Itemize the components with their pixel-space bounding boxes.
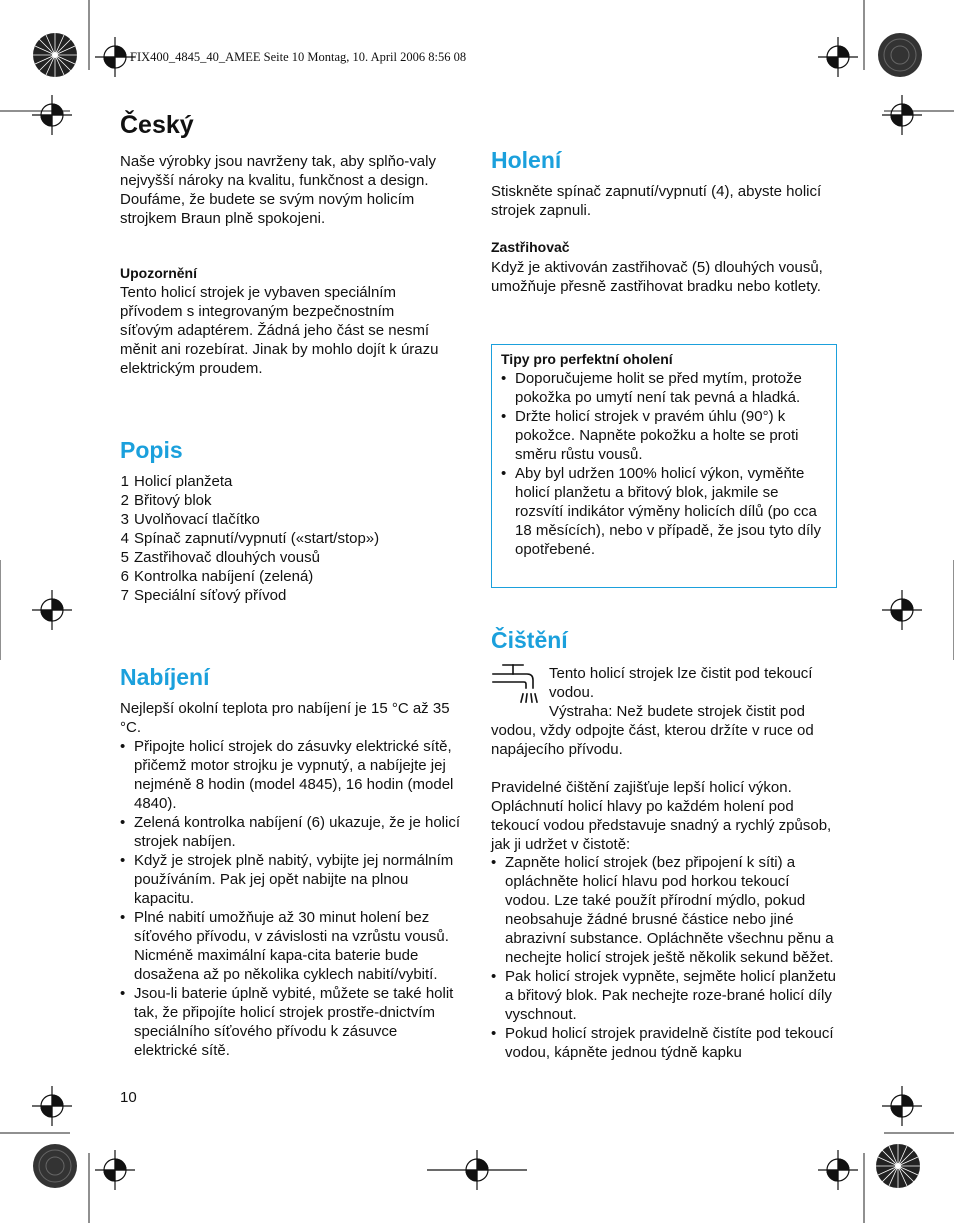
section-heading-cisteni: Čištění bbox=[491, 627, 568, 653]
starburst-mark bbox=[876, 1144, 920, 1188]
parts-list-item: 5 Zastřihovač dlouhých vousů bbox=[120, 549, 320, 566]
starburst-mark bbox=[33, 33, 77, 77]
cleaning-paragraph: Pravidelné čištění zajišťuje lepší holicí výkon. Opláchnutí holicí hlavy po každém holení pod tekoucí vodou představuje snadný a rychlý způsob, jak ji udržet v čistotě: bbox=[491, 779, 832, 853]
page-title: Český bbox=[120, 111, 194, 139]
starburst-mark bbox=[33, 1144, 77, 1188]
cleaning-warning: Výstraha: Než budete strojek čistit pod vodou, vždy odpojte část, kterou držíte v ruce od napájecího přívodu. bbox=[491, 703, 814, 758]
parts-list bbox=[103, 472, 379, 605]
parts-list-item: 6 Kontrolka nabíjení (zelená) bbox=[120, 568, 314, 585]
section-heading-holeni: Holení bbox=[491, 147, 562, 173]
cleaning-intro bbox=[549, 664, 839, 702]
list-item: • Připojte holicí strojek do zásuvky elektrické sítě, přičemž motor strojku je vypnutý, a nabíjejte jej nejméně 8 hodin (model 4845), 16 hodin (model 4840). bbox=[120, 737, 462, 813]
intro-paragraph: Naše výrobky jsou navrženy tak, aby splňo-valy nejvyšší nároky na kvalitu, funkčnost a design. Doufáme, že budete se svým novým holicím strojkem Braun plně spokojeni. bbox=[120, 153, 436, 227]
list-item: • Když je strojek plně nabitý, vybijte jej normálním používáním. Pak jej opět nabijte na plnou kapacitu. bbox=[120, 851, 462, 908]
list-item: • Doporučujeme holit se před mytím, protože pokožka po umytí není tak pevná a hladká. bbox=[501, 369, 828, 407]
print-slug: FIX400_4845_40_AMEE Seite 10 Montag, 10. April 2006 8:56 08 bbox=[130, 50, 467, 64]
list-item: • Plné nabití umožňuje až 30 minut holení bez síťového přívodu, v závislosti na vzrůstu vousů. Nicméně maximální kapa-cita baterie bude dosažena až po několika cyklech nabití/vybití. bbox=[120, 908, 462, 984]
registration-target bbox=[95, 37, 135, 77]
list-item: • Držte holicí strojek v pravém úhlu (90°) k pokožce. Napněte pokožku a holte se proti směru růstu vousů. bbox=[501, 407, 828, 464]
registration-target bbox=[818, 37, 858, 77]
cleaning-intro-line: Tento holicí strojek lze čistit pod tekoucí vodou. bbox=[549, 665, 813, 701]
starburst-mark bbox=[878, 33, 922, 77]
page-number: 10 bbox=[120, 1089, 137, 1106]
list-item: • Aby byl udržen 100% holicí výkon, vyměňte holicí planžetu a břitový blok, jakmile se rozsvítí indikátor výměny holicích dílů (po cca 18 měsících), nebo v případě, že jsou tyto díly opotřebené. bbox=[501, 464, 828, 559]
registration-target bbox=[32, 95, 72, 135]
trimmer-text: Když je aktivován zastřihovač (5) dlouhých vousů, umožňuje přesně zastřihovat bradku nebo kotlety. bbox=[491, 259, 823, 295]
tips-heading: Tipy pro perfektní oholení bbox=[501, 351, 673, 367]
section-heading-popis: Popis bbox=[120, 437, 183, 463]
parts-list-item: 1 Holicí planžeta bbox=[120, 473, 233, 490]
registration-target bbox=[882, 590, 922, 630]
list-item: • Pak holicí strojek vypněte, sejměte holicí planžetu a břitový blok. Pak nechejte roze-brané holicí díly vyschnout. bbox=[491, 967, 836, 1024]
parts-list-item: 4 Spínač zapnutí/vypnutí («start/stop») bbox=[120, 530, 380, 547]
registration-target bbox=[32, 1086, 72, 1126]
registration-target bbox=[32, 590, 72, 630]
warning-text: Tento holicí strojek je vybaven speciálním přívodem s integrovaným bezpečnostním síťovým adaptérem. Žádná jeho část se nesmí měnit ani rozebírat. Jinak by mohlo dojít k úrazu elektrickým proudem. bbox=[120, 284, 439, 377]
warning-heading: Upozornění bbox=[120, 265, 197, 281]
trimmer-heading: Zastřihovač bbox=[491, 239, 570, 255]
registration-target bbox=[882, 1086, 922, 1126]
parts-list-item: 7 Speciální síťový přívod bbox=[120, 587, 287, 604]
tips-box bbox=[491, 344, 837, 588]
parts-list-item: 2 Břitový blok bbox=[120, 492, 212, 509]
charging-list bbox=[120, 737, 462, 1060]
registration-target bbox=[882, 95, 922, 135]
list-item: • Zelená kontrolka nabíjení (6) ukazuje, že je holicí strojek nabíjen. bbox=[120, 813, 462, 851]
charging-intro: Nejlepší okolní teplota pro nabíjení je 15 °C až 35 °C. bbox=[120, 700, 450, 736]
list-item: • Jsou-li baterie úplně vybité, můžete se také holit tak, že připojíte holicí strojek prostře-dnictvím speciálního síťového přívodu k zásuvce elektrické sítě. bbox=[120, 984, 462, 1060]
list-item: • Pokud holicí strojek pravidelně čistíte pod tekoucí vodou, kápněte jednou týdně kapku bbox=[491, 1024, 836, 1062]
registration-target bbox=[427, 1150, 527, 1190]
shaving-text: Stiskněte spínač zapnutí/vypnutí (4), abyste holicí strojek zapnuli. bbox=[491, 183, 822, 219]
section-heading-nabijeni: Nabíjení bbox=[120, 664, 210, 690]
registration-target bbox=[818, 1150, 858, 1190]
registration-target bbox=[95, 1150, 135, 1190]
list-item: • Zapněte holicí strojek (bez připojení k síti) a opláchněte holicí hlavu pod horkou tekoucí vodou. Lze také použít přírodní mýdlo, pokud neobsahuje žádné brusné částice nebo jiné abrazivní substance. Opláchněte všechnu pěnu a nechejte holicí strojek ještě několik sekund běžet. bbox=[491, 853, 836, 967]
cleaning-list bbox=[491, 853, 836, 1062]
tips-list bbox=[501, 369, 828, 559]
parts-list-item: 3 Uvolňovací tlačítko bbox=[120, 511, 260, 528]
